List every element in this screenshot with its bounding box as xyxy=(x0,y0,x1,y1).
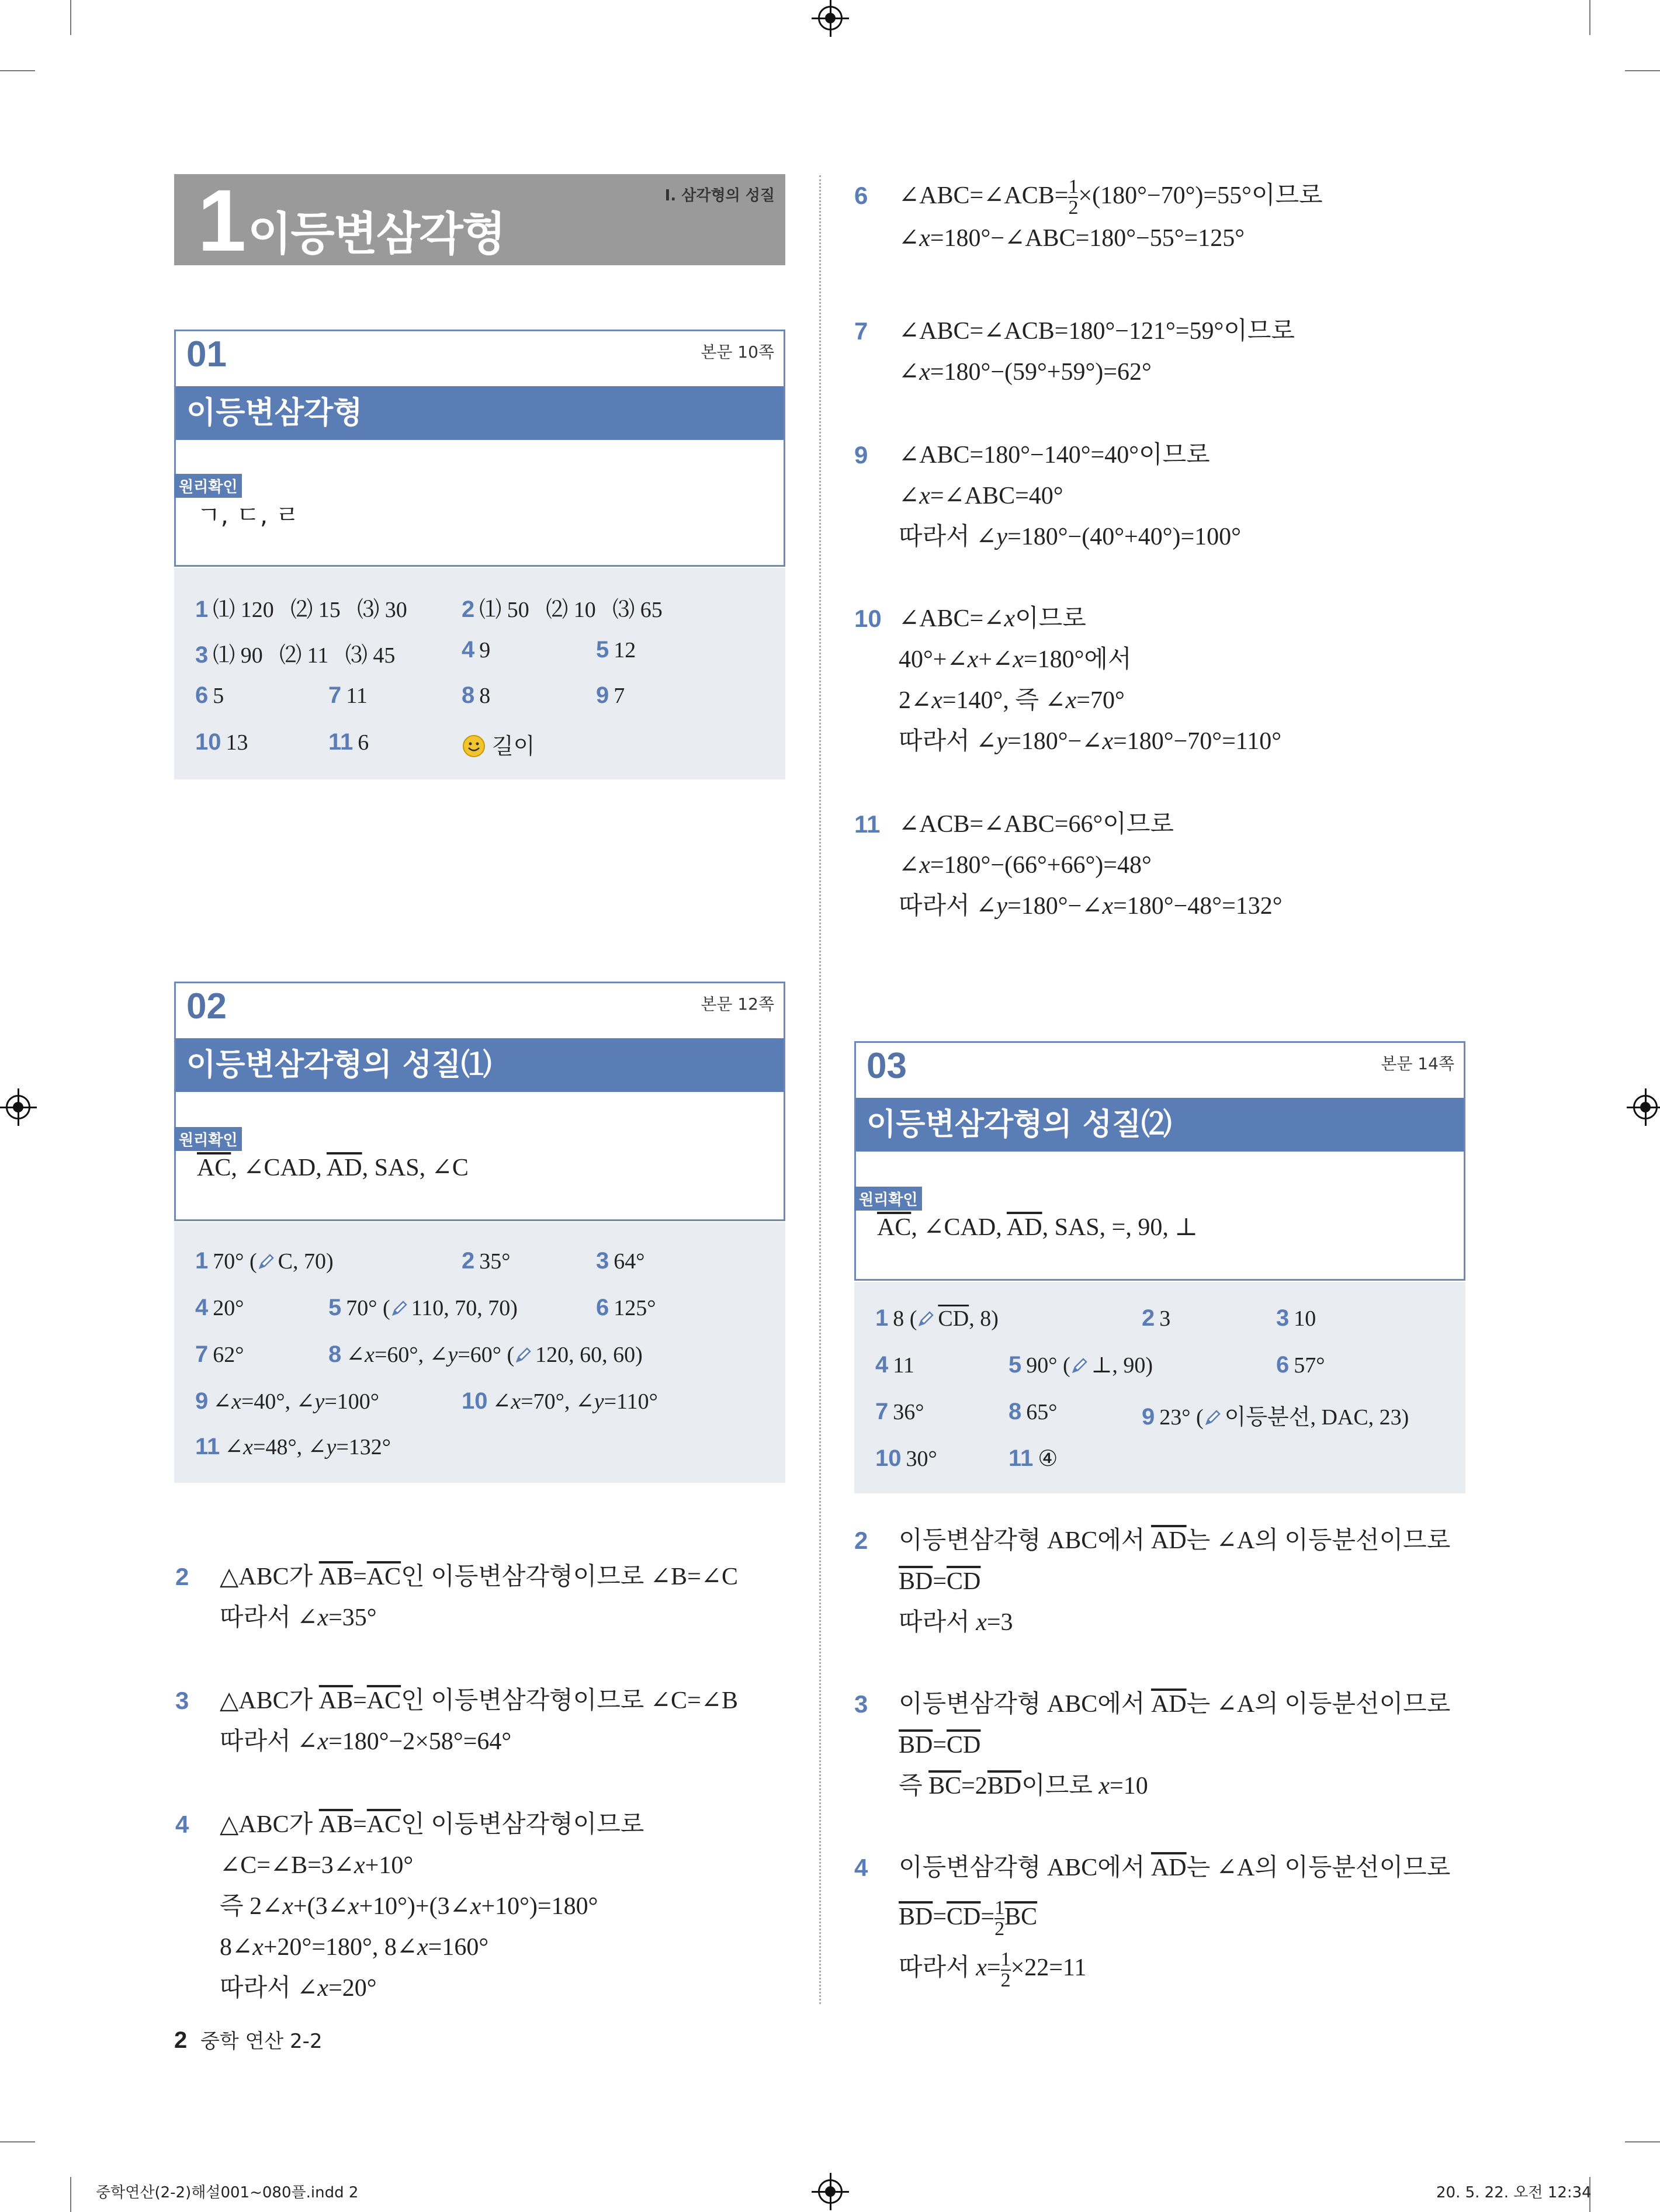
smiley-icon xyxy=(462,734,486,758)
section-title: 이등변삼각형 xyxy=(176,386,784,440)
page-footer xyxy=(174,2025,323,2054)
crop-mark xyxy=(1589,0,1590,35)
answers-03 xyxy=(854,1282,1465,1493)
answer-item: 3 ⑴ 90 ⑵ 11 ⑶ 45 xyxy=(195,642,396,668)
section-page-ref: 본문 10쪽 xyxy=(701,342,774,362)
solution-10: 10 ∠ABC=∠x이므로 40°+∠x+∠x=180°에서 2∠x=140°, 즉 ∠x=70° 따라서 ∠y=180°−∠x=180°−70°=110° xyxy=(854,605,1281,755)
answer-item: 7 36° xyxy=(875,1399,924,1424)
answer-item: 5 70° ( 110, 70, 70) xyxy=(328,1295,518,1320)
pencil-icon xyxy=(390,1299,409,1318)
section-title: 이등변삼각형의 성질⑵ xyxy=(856,1098,1464,1152)
file-name: 중학연산(2-2)해설001~080플.indd 2 xyxy=(96,2184,359,2201)
answer-item: 3 10 xyxy=(1276,1305,1316,1331)
page-number: 2 xyxy=(174,2027,188,2053)
answers-02 xyxy=(174,1222,785,1483)
crop-mark xyxy=(70,2177,71,2212)
registration-mark-icon xyxy=(1633,1095,1658,1119)
crop-mark xyxy=(70,0,71,35)
answer-item: 8 8 xyxy=(462,682,491,708)
answer-item: 7 11 xyxy=(328,682,368,708)
answer-item: 3 64° xyxy=(596,1248,645,1274)
answer-item: 11 ∠x=48°, ∠y=132° xyxy=(195,1434,391,1459)
answer-item: 2 ⑴ 50 ⑵ 10 ⑶ 65 xyxy=(462,597,663,622)
chapter-header xyxy=(174,171,785,269)
principle-answer: $\overline{AC}$, ∠CAD, $\overline{AD}$, SAS, ∠C xyxy=(197,1154,469,1181)
solution-03-4: 4 이등변삼각형 ABC에서 $\overline{AD}$는 ∠A의 이등분선이므로 $\overline{BD}=\overline{CD}=$ $\frac{1}{2}$ $\overline{BC}$ 따라서 x= $\frac{1}{2}$ ×22=11 xyxy=(854,1854,1451,1991)
section-title: 이등변삼각형의 성질⑴ xyxy=(176,1038,784,1092)
answer-item: 6 5 xyxy=(195,682,224,708)
answer-item: 10 13 xyxy=(195,729,248,755)
chapter-unit: I. 삼각형의 성질 xyxy=(664,187,775,204)
answer-item: 6 125° xyxy=(596,1295,656,1320)
pencil-icon xyxy=(1204,1408,1222,1427)
solution-4: 4 △ABC가 $\overline{AB}=\overline{AC}$인 이등변삼각형이므로 ∠C=∠B=3∠x+10° 즉 2∠x+(3∠x+10°)+(3∠x+10°)=180° 8∠x+20°=180°, 8∠x=160° 따라서 ∠x=20° xyxy=(175,1811,644,2002)
section-02 xyxy=(174,982,785,1221)
answer-item xyxy=(462,728,535,760)
solution-03-3: 3 이등변삼각형 ABC에서 $\overline{AD}$는 ∠A의 이등분선이므로 $\overline{BD}=\overline{CD}$ 즉 $\overline{BC}=2\overline{BD}$이므로 x=10 xyxy=(854,1690,1451,1800)
answer-item: 4 20° xyxy=(195,1295,244,1320)
solution-03-2: 2 이등변삼각형 ABC에서 $\overline{AD}$는 ∠A의 이등분선이므로 $\overline{BD}=\overline{CD}$ 따라서 x=3 xyxy=(854,1527,1451,1636)
answer-item: 1 70° ( C, 70) xyxy=(195,1248,334,1274)
answer-item: 9 ∠x=40°, ∠y=100° xyxy=(195,1388,379,1414)
solution-9: 9 ∠ABC=180°−140°=40°이므로 ∠x=∠ABC=40° 따라서 ∠y=180°−(40°+40°)=100° xyxy=(854,441,1241,550)
answer-item: 10 30° xyxy=(875,1445,937,1471)
answer-item: 4 9 xyxy=(462,637,491,663)
crop-mark xyxy=(1625,2141,1660,2142)
principle-tag: 원리확인 xyxy=(854,1187,922,1211)
answer-item: 2 3 xyxy=(1142,1305,1171,1331)
principle-tag: 원리확인 xyxy=(174,474,242,498)
registration-mark-icon xyxy=(6,1095,30,1119)
answer-item: 6 57° xyxy=(1276,1352,1325,1378)
pencil-icon xyxy=(514,1346,533,1364)
answer-item: 9 7 xyxy=(596,682,625,708)
section-03 xyxy=(854,1041,1465,1281)
print-timestamp: 20. 5. 22. 오전 12:34 xyxy=(1436,2184,1592,2201)
answer-item: 11 ④ xyxy=(1009,1445,1058,1471)
section-number: 03 xyxy=(867,1046,907,1086)
pencil-icon xyxy=(917,1309,935,1328)
answer-item: 7 62° xyxy=(195,1341,244,1367)
section-number: 01 xyxy=(186,334,227,375)
principle-answer: ㄱ, ㄷ, ㄹ xyxy=(197,501,300,529)
answers-01 xyxy=(174,568,785,779)
solution-3: 3 △ABC가 $\overline{AB}=\overline{AC}$인 이등변삼각형이므로 ∠C=∠B 따라서 ∠x=180°−2×58°=64° xyxy=(175,1687,738,1755)
section-page-ref: 본문 12쪽 xyxy=(701,994,774,1014)
section-number: 02 xyxy=(186,986,227,1027)
answer-item: 9 23° ( 이등분선, DAC, 23) xyxy=(1142,1404,1409,1430)
column-divider xyxy=(819,175,821,2004)
solution-11: 11 ∠ACB=∠ABC=66°이므로 ∠x=180°−(66°+66°)=48° 따라서 ∠y=180°−∠x=180°−48°=132° xyxy=(854,810,1283,920)
section-page-ref: 본문 14쪽 xyxy=(1381,1054,1454,1073)
pencil-icon xyxy=(257,1252,276,1271)
answer-item: 8 65° xyxy=(1009,1399,1058,1424)
registration-mark-icon xyxy=(818,2179,843,2204)
answer-item: 1 8 ( $\overline{CD}$, 8) xyxy=(875,1305,999,1331)
chapter-title: 이등변삼각형 xyxy=(248,208,505,261)
principle-tag: 원리확인 xyxy=(174,1127,242,1151)
answer-item: 11 6 xyxy=(328,729,369,755)
answer-item: 1 ⑴ 120 ⑵ 15 ⑶ 30 xyxy=(195,597,407,622)
section-01 xyxy=(174,330,785,567)
crop-mark xyxy=(0,70,35,71)
book-title: 중학 연산 2-2 xyxy=(200,2030,323,2053)
answer-item: 5 90° ( ⊥, 90) xyxy=(1009,1352,1153,1378)
chapter-number: 1 xyxy=(197,171,247,269)
solution-7: 7 ∠ABC=∠ACB=180°−121°=59°이므로 ∠x=180°−(59°+59°)=62° xyxy=(854,317,1295,386)
principle-answer: $\overline{AC}$, ∠CAD, $\overline{AD}$, SAS, =, 90, ⊥ xyxy=(877,1214,1198,1241)
crop-mark xyxy=(1625,70,1660,71)
answer-text: 길이 xyxy=(492,733,535,759)
answer-item: 4 11 xyxy=(875,1352,914,1378)
registration-mark-icon xyxy=(818,6,843,30)
solution-2: 2 △ABC가 $\overline{AB}=\overline{AC}$인 이등변삼각형이므로 ∠B=∠C 따라서 ∠x=35° xyxy=(175,1563,738,1631)
answer-item: 10 ∠x=70°, ∠y=110° xyxy=(462,1388,658,1414)
answer-item: 8 ∠x=60°, ∠y=60° ( 120, 60, 60) xyxy=(328,1341,643,1367)
answer-item: 2 35° xyxy=(462,1248,511,1274)
answer-item: 5 12 xyxy=(596,637,636,663)
crop-mark xyxy=(0,2141,35,2142)
solution-6: 6 ∠ABC=∠ACB= $\frac{1}{2}$ ×(180°−70°)=55°이므로 ∠x=180°−∠ABC=180°−55°=125° xyxy=(854,176,1323,252)
pencil-icon xyxy=(1070,1356,1089,1375)
